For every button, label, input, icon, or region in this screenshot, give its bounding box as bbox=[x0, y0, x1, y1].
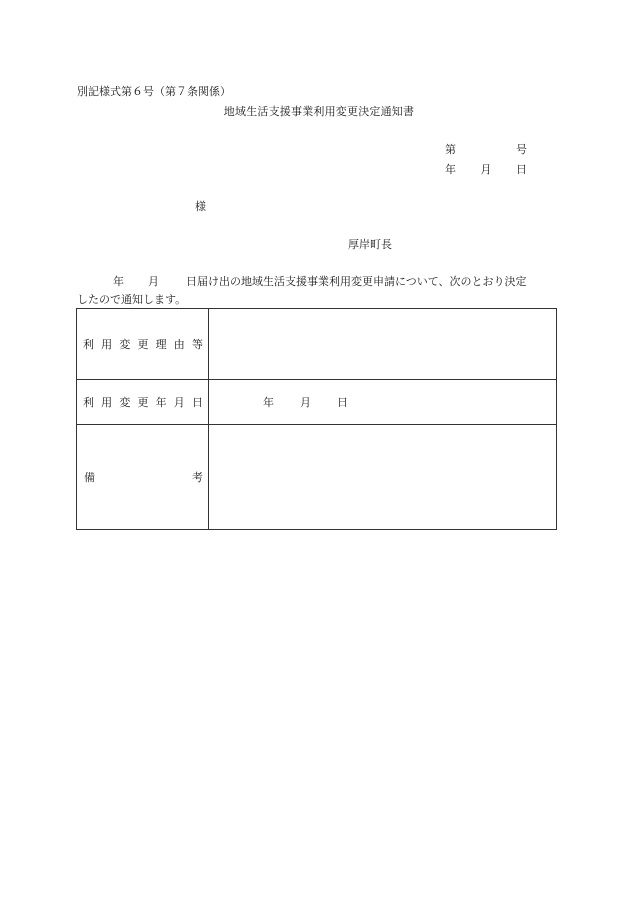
value-change-reason bbox=[209, 309, 557, 380]
label-char: 利 bbox=[83, 338, 94, 351]
change-date-year: 年 bbox=[263, 396, 274, 409]
document-number-line bbox=[445, 141, 527, 157]
label-char: 由 bbox=[173, 338, 185, 351]
label-char: 考 bbox=[192, 471, 203, 484]
date-day: 日 bbox=[516, 163, 527, 176]
label-char: 変 bbox=[119, 396, 131, 409]
document-title: 地域生活支援事業利用変更決定通知書 bbox=[223, 105, 415, 118]
label-char: 用 bbox=[101, 338, 113, 351]
label-char: 備 bbox=[84, 471, 95, 484]
change-date-month: 月 bbox=[300, 396, 311, 409]
table-row-remarks bbox=[77, 425, 557, 530]
document-date-line bbox=[445, 161, 527, 177]
body-month: 月 bbox=[148, 275, 159, 288]
change-date-day: 日 bbox=[337, 396, 348, 409]
body-line1-rest: 日届け出の地域生活支援事業利用変更申請について、次のとおり決定 bbox=[186, 275, 527, 288]
label-char: 理 bbox=[155, 338, 167, 351]
number-suffix: 号 bbox=[516, 143, 527, 156]
label-char: 年 bbox=[155, 396, 167, 409]
date-month: 月 bbox=[480, 163, 492, 176]
table-row-change-date bbox=[77, 380, 557, 425]
date-year: 年 bbox=[445, 163, 456, 176]
sender-name: 厚岸町長 bbox=[348, 238, 392, 251]
label-remarks bbox=[77, 425, 209, 530]
label-char: 等 bbox=[191, 338, 203, 351]
label-char: 用 bbox=[101, 396, 113, 409]
label-char: 更 bbox=[137, 338, 149, 351]
label-change-date bbox=[77, 380, 209, 425]
label-char: 利 bbox=[83, 396, 94, 409]
label-change-reason bbox=[77, 309, 209, 380]
label-char: 月 bbox=[173, 396, 185, 409]
body-text-line-2: したので通知します。 bbox=[77, 293, 187, 306]
value-remarks bbox=[209, 425, 557, 530]
form-number-label: 別記様式第６号（第７条関係） bbox=[77, 85, 231, 98]
label-char: 変 bbox=[119, 338, 131, 351]
body-text-line-1 bbox=[77, 273, 527, 289]
addressee-honorific: 様 bbox=[195, 200, 206, 213]
label-char: 日 bbox=[191, 396, 203, 409]
decision-table bbox=[76, 308, 557, 530]
body-year: 年 bbox=[113, 275, 124, 288]
table-row-change-reason bbox=[77, 309, 557, 380]
value-change-date bbox=[209, 380, 557, 425]
number-prefix: 第 bbox=[445, 143, 456, 156]
label-char: 更 bbox=[137, 396, 149, 409]
